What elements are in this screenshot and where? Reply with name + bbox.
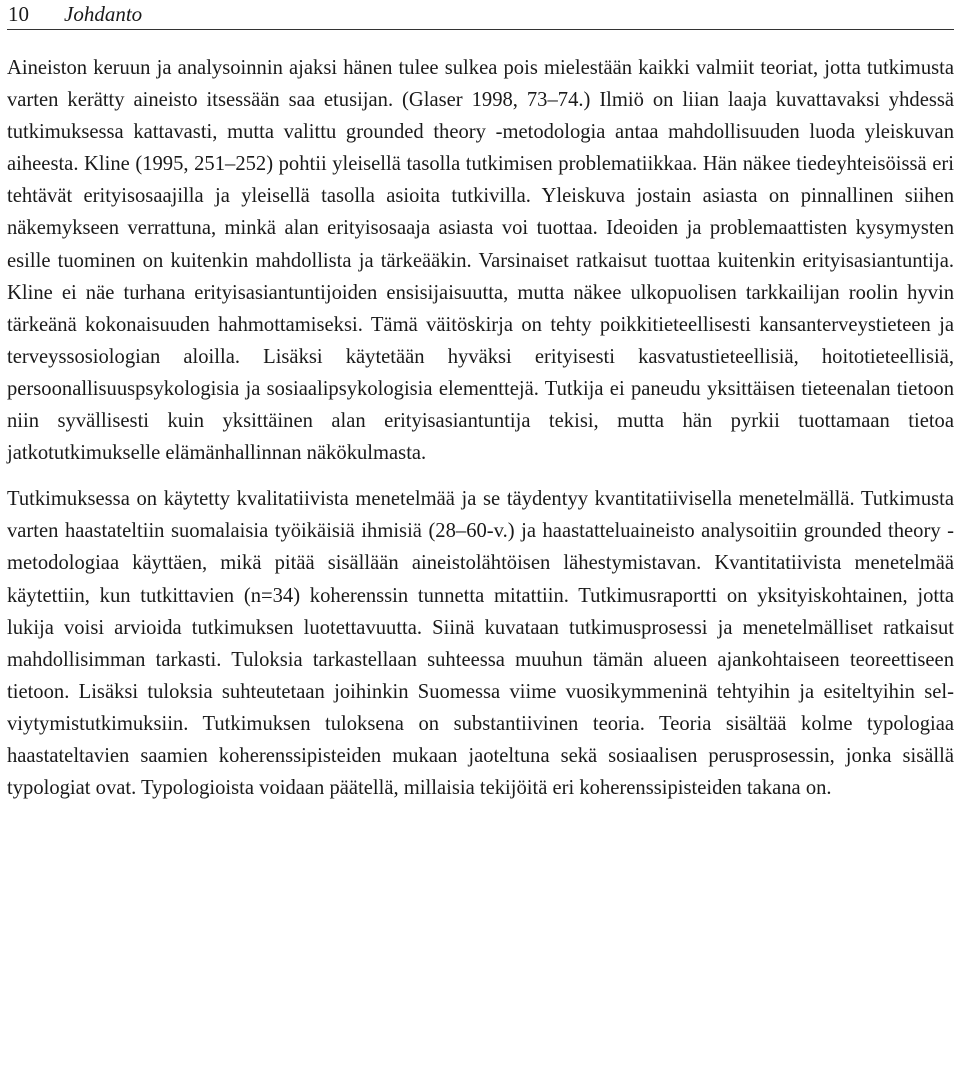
chapter-title: Johdanto <box>64 2 143 26</box>
body-paragraph-2: Tutkimuksessa on käytetty kvalitatiivista menetelmää ja se täydentyy kvantitatiivisella menetelmällä. Tutkimusta varten haastateltiin suomalaisia työikäisiä ihmisiä (28–60-v.) ja haastatteluaineisto analysoitiin grounded theory -metodologiaa käyttäen, mikä pitää sisällään aineistolähtöisen lähestymistavan. Kvantitatiivista menetelmää käytettiin, kun tutkittavien (n=34) koherenssin tunnetta mitattiin. Tutkimusraportti on yksityiskohtainen, jotta lukija voisi arvioida tutkimuksen luotettavuutta. Siinä kuvataan tutkimusprosessi ja menetelmälliset ratkaisut mahdollisimman tarkasti. Tuloksia tarkastellaan suhteessa muuhun tämän alueen ajankohtaiseen teoreettiseen tietoon. Lisäksi tuloksia suhteutetaan joihinkin Suomessa viime vuosikymmeninä tehtyihin ja esiteltyihin selviytymistutkimuksiin. Tutkimuksen tuloksena on substantiivinen teoria. Teoria sisältää kolme typologiaa haastateltavien saamien koherenssipisteiden mukaan jaoteltuna sekä sosiaalisen perusprosessin, jonka sisällä typologiat ovat. Typologioista voidaan päätellä, millaisia tekijöitä eri koherenssipisteiden takana on. <box>7 488 954 800</box>
body-paragraph-1: Aineiston keruun ja analysoinnin ajaksi hänen tulee sulkea pois mielestään kaikki valmiit teoriat, jotta tutkimusta varten kerätty aineisto itsessään saa etusijan. (Glaser 1998, 73–74.) Ilmiö on liian laaja kuvattavaksi yhdessä tutkimuksessa kattavasti, mutta valittu grounded theory -metodologia antaa mahdollisuuden luoda yleiskuvan aiheesta. Kline (1995, 251–252) pohtii yleisellä tasolla tutkimisen problematiikkaa. Hän näkee tiedeyhteisöissä eri tehtävät erityisosaajilla ja yleisellä tasolla asioita tutkivilla. Yleiskuva jostain asiasta on pinnallinen siihen näkemykseen verrattuna, minkä alan erityisosaaja asiasta voi tuottaa. Ideoiden ja problemaattisten kysymysten esille tuominen on kuitenkin mahdollista ja tärkeääkin. Varsinaiset ratkaisut tuottaa kuitenkin erityisasiantuntija. Kline ei näe turhana erityisasiantuntijoiden ensisijaisuutta, mutta näkee ulkopuolisen tarkkailijan roolin hyvin tärkeänä kokonaisuuden hahmottamiseksi. Tämä väitöskirja on tehty poikkitieteellisesti kansanterveystieteen ja terveyssosiologian aloilla. Lisäksi käytetään hyväksi erityisesti kasvatustieteellisiä, hoitotieteellisiä, persoonallisuuspsykologisia ja sosiaalipsykologisia elementtejä. Tutkija ei paneudu yksittäisen tieteenalan tietoon niin syvällisesti kuin yksittäinen alan erityisasiantuntija tekisi, mutta hän pyrkii tuottamaan tietoa jatkotutkimukselle elämänhallinnan näkökulmasta. <box>7 57 954 465</box>
page-number: 10 <box>8 2 29 26</box>
running-header <box>7 0 954 30</box>
